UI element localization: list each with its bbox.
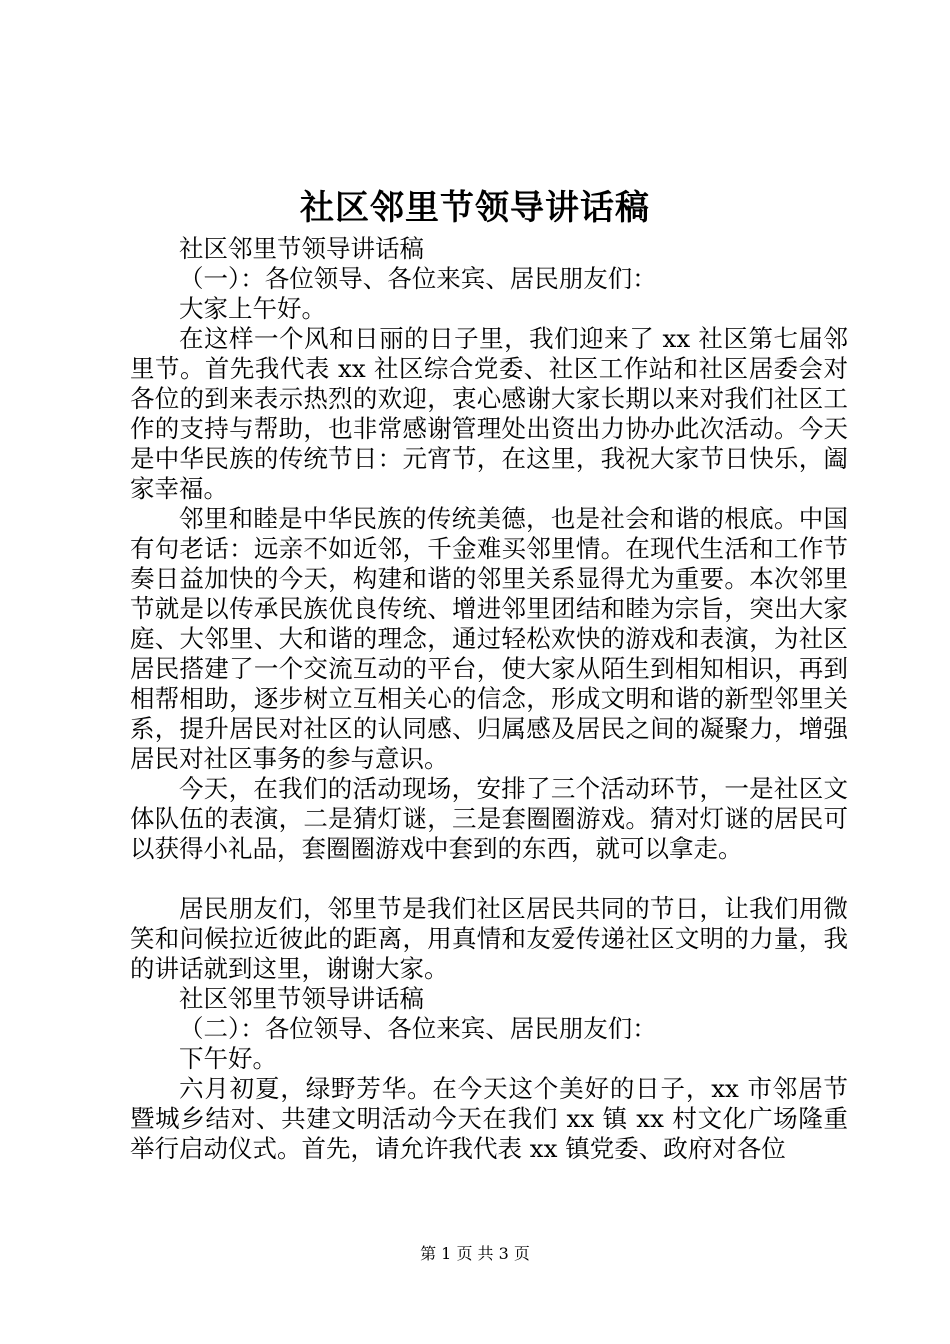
paragraph-salutation-2: （二）：各位领导、各位来宾、居民朋友们： <box>179 1014 657 1043</box>
paragraph-welcome: 在这样一个风和日丽的日子里，我们迎来了 xx 社区第七届邻里节。首先我代表 xx 社区综合党委、社区工作站和社区居委会对各位的到来表示热烈的欢迎，衷心感谢大家长期以来对我们社区工作的支持与帮助，也非常感谢管理处出资出力协办此次活动。今天是中华民族的传统节日：元宵节，在这里，我祝大家节日快乐，阖家幸福。 <box>130 324 848 503</box>
paragraph-greeting-1: 大家上午好。 <box>179 294 326 323</box>
paragraph-blank <box>130 864 848 894</box>
paragraph-closing: 居民朋友们，邻里节是我们社区居民共同的节日，让我们用微笑和问候拉近彼此的距离，用真情和友爱传递社区文明的力量，我的讲话就到这里，谢谢大家。 <box>130 894 848 983</box>
paragraph-activities: 今天，在我们的活动现场，安排了三个活动环节，一是社区文体队伍的表演，二是猜灯谜，三是套圈圈游戏。猜对灯谜的居民可以获得小礼品，套圈圈游戏中套到的东西，就可以拿走。 <box>130 774 848 863</box>
document-body <box>130 234 848 1164</box>
page-footer: 第 1 页 共 3 页 <box>420 1244 530 1263</box>
paragraph-greeting-2: 下午好。 <box>179 1044 277 1073</box>
document-title: 社区邻里节领导讲话稿 <box>300 188 650 228</box>
paragraph-harmony: 邻里和睦是中华民族的传统美德，也是社会和谐的根底。中国有句老话：远亲不如近邻，千金难买邻里情。在现代生活和工作节奏日益加快的今天，构建和谐的邻里关系显得尤为重要。本次邻里节就是以传承民族优良传统、增进邻里团结和睦为宗旨，突出大家庭、大邻里、大和谐的理念，通过轻松欢快的游戏和表演，为社区居民搭建了一个交流互动的平台，使大家从陌生到相知相识，再到相帮相助，逐步树立互相关心的信念，形成文明和谐的新型邻里关系，提升居民对社区的认同感、归属感及居民之间的凝聚力，增强居民对社区事务的参与意识。 <box>130 504 848 773</box>
paragraph-salutation-1: （一）：各位领导、各位来宾、居民朋友们： <box>179 264 657 293</box>
paragraph-opening-2: 六月初夏，绿野芳华。在今天这个美好的日子，xx 市邻居节暨城乡结对、共建文明活动今天在我们 xx 镇 xx 村文化广场隆重举行启动仪式。首先，请允许我代表 xx 镇党委、政府对各位 <box>130 1074 848 1163</box>
paragraph-heading-2: 社区邻里节领导讲话稿 <box>179 984 424 1013</box>
paragraph-heading-1: 社区邻里节领导讲话稿 <box>179 234 424 263</box>
